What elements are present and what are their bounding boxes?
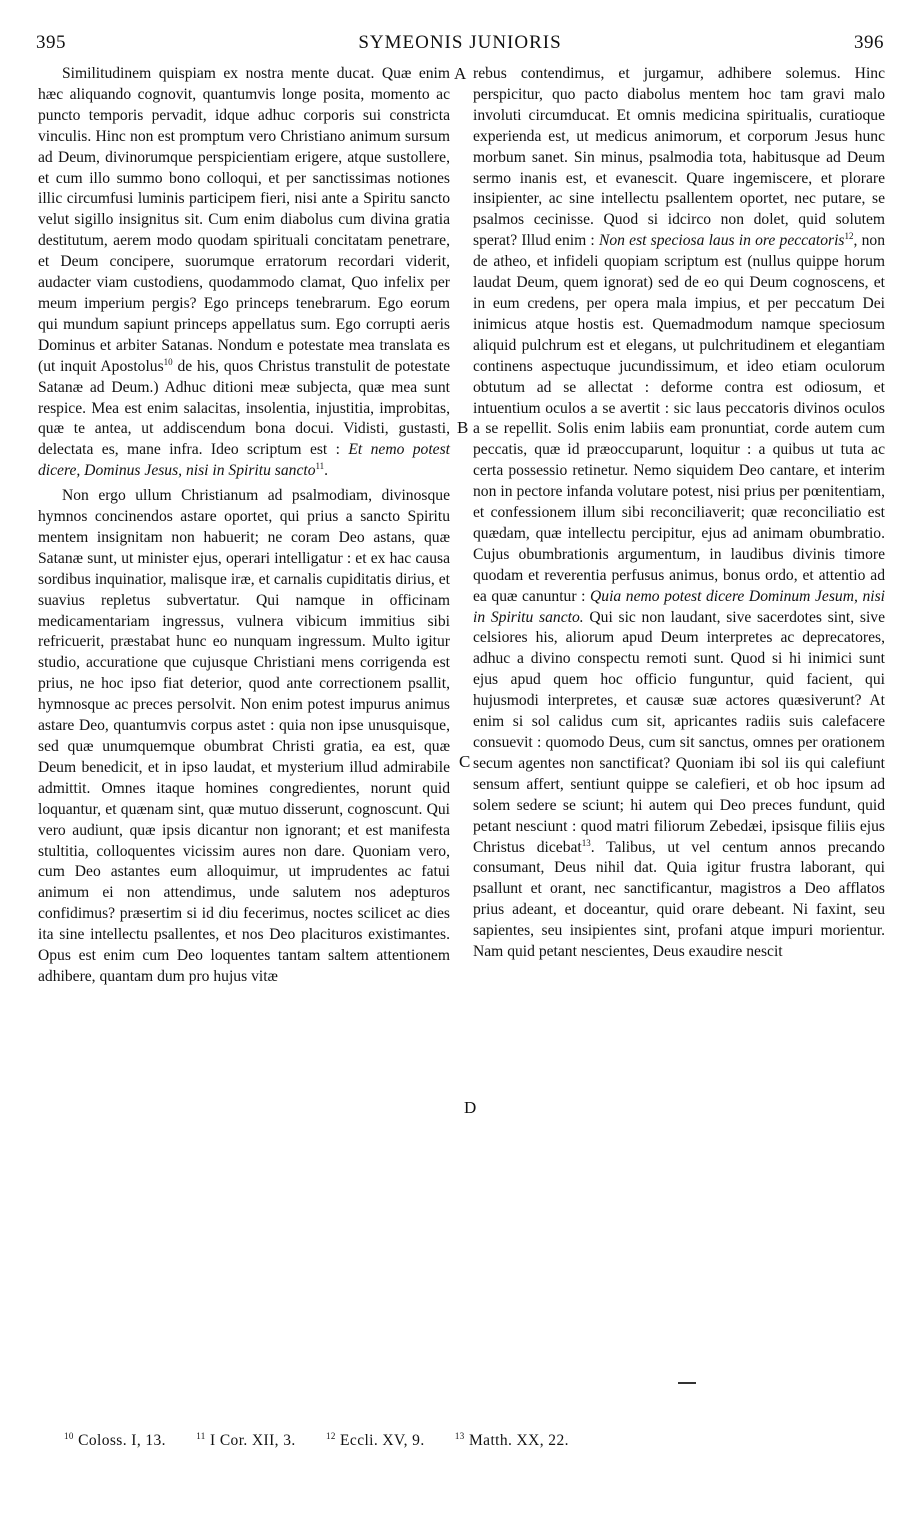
footnote-12 [326,1432,425,1449]
left-p1-text: Similitudinem quispiam ex nostra mente ducat. Quæ enim hæc aliquando cognovit, quantumvis longe posita, momento ac puncto temporis pervadit, idque adhuc corporis sui constricta vinculis. Hinc non est promptum vero Christiano animum sursum ad Deum, divinorumque perspicientiam erigere, atque sustollere, et cum illo summo bono colloqui, et per sanctissimas notiones illic circumfusi luminis participem fieri, nisi ante a Spiritu sancto velut sigillo insignitus sit. Cum enim diabolus cum divina gratia destitutum, aerem modo quodam spirituali concitatam penetrare, et Deum concipere, suorumque erratorum recordari viderit, audacter viam custodiens, quodammodo clamat, Quo infelix per meum imperium pergis? Ego princeps tenebrarum. Ego eorum qui mundum sapiunt princeps appellatus sum. Ego corrupti aeris Dominus et arbiter Satanas. Nondum e potestate mea translata es (ut inquit Apostolus [38,65,450,375]
left-p1-end: . [324,462,329,480]
running-header [36,32,884,62]
margin-marker-a: A [454,64,467,83]
footnote-number: 10 [64,1430,74,1441]
running-title: SYMEONIS JUNIORIS [358,32,562,53]
footnote-number: 13 [454,1430,465,1441]
right-p1-text: rebus contendimus, et jurgamur, adhibere solemus. Hinc perspicitur, quo pacto diabolus mentem hoc tam gravi malo involuti circumducat. Et omnis medicina spiritualis, curatioque experienda est, ut medicus animorum, et corporum Jesus hunc morbum sanet. Sin minus, psalmodia tota, habitusque ad Deum sermo inanis est, et evanescit. Quare ingemiscere, et plorare insipienter, ac sine intellectu psallentem oportet, nec putare, se psalmos cecinisse. Quod si idcirco non dolet, quid solutem sperat? Illud enim : [473,65,885,250]
footnote-ref-11: 11 [315,461,325,472]
footnote-13 [455,1432,569,1449]
footnote-text: I Cor. XII, 3. [209,1432,296,1449]
right-p1-text-d: . Talibus, ut vel centum annos precando consumant, Deus nihil dat. Quia igitur frustra laborant, qui psallunt et orant, nec sanctificantur, magistros a Deo afflatos prius adeant, et doceantur, quid orare debeant. Ni faxint, seu sapientes, seu insipientes sint, profani atque impuri morientur. Nam quid petant nescientes, Deus exaudire nescit [473,838,885,961]
right-p1-quotation: Non est speciosa laus in ore peccatoris [598,232,845,250]
footnote-text: Eccli. XV, 9. [340,1432,425,1449]
footnotes [64,1432,864,1450]
margin-marker-c: C [459,752,471,771]
column-end-rule [678,1382,696,1384]
footnote-text: Coloss. I, 13. [78,1432,166,1449]
right-p1-quotation-2: Quia nemo potest dicere Dominum Jesum, nisi in Spiritu sancto. [473,587,885,626]
footnote-ref-12: 12 [844,231,854,242]
right-paragraph-1 [473,64,885,963]
footnote-number: 11 [196,1430,206,1441]
left-paragraph-2: Non ergo ullum Christianum ad psalmodiam, divinosque hymnos concinendos astare oportet, qui prius a sancto Spiritu mentem insignitam non habuerit; ne coram Deo astans, quæ Satanæ sunt, ut minister ejus, operari intelligatur : et ex hac causa sordibus inquinatior, malisque iræ, et carnalis cupiditatis dirius, et suavius repletus subvertatur. Qui namque in officinam medicamentariam ingressus, vulnera vibicum immitius sibi refricuerit, præstabat hunc eo nunquam ingressum. Multo igitur studio, accuratione que cujusque Christiani mens corrigenda est prius, ne hoc ipso fiat deterior, quod ante correctionem psallit, hymnosque ac preces persolvit. Non enim potest impurus animus astare Deo, quantumvis corpus astet : quia non ipse unusquisque, sed quæ unumquemque obumbrat Christi gratia, ea est, quæ Deum benedicit, et in ipso laudat, et mysterium illud admirabile admittit. Omnes itaque homines congredientes, norunt quid loquantur, et quænam sint, quæ mutuo disserunt, cognoscunt. Qui vero audiunt, quæ ipsis dicantur non ignorant; et est manifesta stultitia, colloquentes vicissim aures non dare. Quoniam vero, cum Deo astantes eum alloquimur, ut imprudentes ac fatui animum ei non attendimus, unde salutem nos adepturos confidimus? præsertim si id diu fecerimus, noctes scilicet ac dies ita sine intellectu psallentes, et nos Deo placituros existimantes. Opus est enim cum Deo loquentes tantam saltem attentionem adhibere, quantam dum pro hujus vitæ [38,487,450,985]
margin-marker-d: D [464,1098,477,1117]
right-p1-text-b: , non de atheo, et infideli quopiam scriptum est (nullus quippe horum laudat Deum, quem ignorat) sed de eo qui Deum cognoscens, et in eum credens, per opera mala impius, et per peccatum Dei inimicus atque hostis est. Quemadmodum namque speciosum aliquid pulchrum est et elegans, ut pulchritudinem et elegantiam continens aspectuque jucundissimum, et ideo etiam oculorum obtutum ad se allectat : deforme contra est odiosum, et intuentium oculos a se avertit : sic laus peccatoris divinos oculos a se repellit. Solis enim labiis eam pronuntiat, corde autem cum peccatis, quæ id præoccuparunt, loquitur : a quibus ut tuta ac certa possessio retinetur. Nemo siquidem Deo cantare, et interim non in pectore infanda volutare potest, nisi prius per pœnitentiam, et confessionem illum sibi reconciliaverit; quæ reconciliatio est quædam, quæ intellectu percipitur, ejus ad animam obumbratio. Cujus obumbrationis argumentum, in laudibus divinis timore quodam et reverentia perfusus animus, bonus ordo, et attentio ad ea quæ canuntur : [473,232,886,605]
right-column [473,64,885,963]
footnote-ref-13: 13 [581,837,591,848]
footnote-ref-10: 10 [163,356,173,367]
left-paragraph-1 [38,64,450,482]
left-page-number: 395 [36,32,66,53]
left-p1-quotation: Et nemo potest dicere, Dominus Jesus, nisi in Spiritu sancto [38,441,450,480]
right-page-number: 396 [854,32,884,53]
right-p1-text-c: Qui sic non laudant, sive sacerdotes sint, sive celsiores his, aliorum apud Deum interpretes ac deprecatores, adhuc a divino conspectu remoti sunt. Quod si hi inimici sunt ejus apud quem hoc officio funguntur, quid facient, qui hujusmodi interpretes, et causæ suæ actores quæsiverunt? At enim si sol calidus cum sit, apricantes radiis suis calefacere consuevit : quomodo Deus, cum sit sanctus, omnes per orationem secum agentes non sanctificat? Quoniam ibi sol iis qui calefiunt sensum affert, sentiunt quippe se calefieri, et ob hoc ipsum ad solem sedere se sciunt; hi autem qui Deo preces fundunt, quid petant nesciunt : quod matri filiorum Zebedæi, ipsisque filiis ejus Christus dicebat [473,608,885,856]
left-p1-text-b: de his, quos Christus transtulit de potestate Satanæ ad Deum.) Adhuc ditioni meæ subjecta, quæ mea sunt respice. Mea est enim salacitas, insolentia, injustitia, improbitas, quæ te antea, ut addiscendum bona docui. Vidisti, gustasti, delectata es, mane infra. Ideo scriptum est : [38,357,450,459]
footnote-number: 12 [325,1430,336,1441]
footnote-11 [196,1432,295,1449]
margin-marker-b: B [457,418,469,437]
footnote-10 [64,1432,166,1449]
footnote-text: Matth. XX, 22. [468,1432,569,1449]
left-column [38,64,450,988]
